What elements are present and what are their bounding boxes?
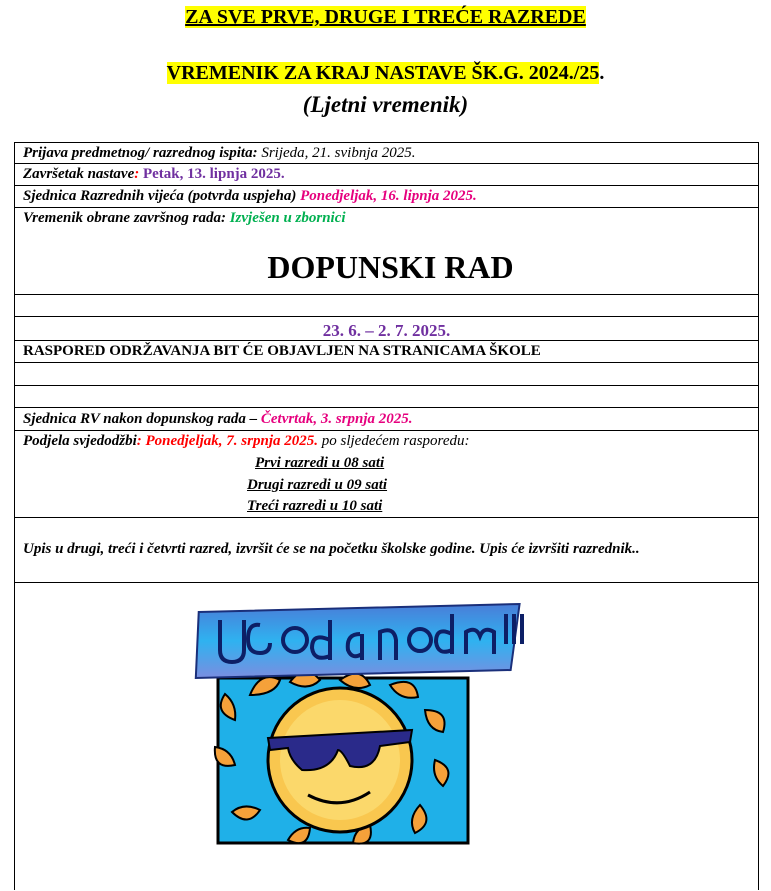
upis-note: Upis u drugi, treći i četvrti razred, izvršit će se na početku školske godine. Upis će izvršiti razrednik..: [15, 518, 758, 583]
row-podjela: Podjela svjedodžbi: Ponedjeljak, 7. srpnja 2025. po sljedećem rasporedu: Prvi razredi u 08 sati Drugi razredi u 09 sati Treći razredi u 10 sati: [15, 431, 758, 518]
raspored-note: RASPORED ODRŽAVANJA BIT ĆE OBJAVLJEN NA STRANICAMA ŠKOLE: [15, 341, 758, 363]
dopunski-title: DOPUNSKI RAD: [267, 249, 514, 285]
schedule-item-2: Drugi razredi u 09 sati: [247, 477, 388, 493]
dopunski-dates: 23. 6. – 2. 7. 2025.: [15, 317, 758, 341]
ugodan-odmor-clipart: [190, 600, 530, 845]
row-obrana-dopunski: Vremenik obrane završnog rada: Izvješen u zbornici DOPUNSKI RAD: [15, 208, 758, 295]
title-line-1: ZA SVE PRVE, DRUGE I TREĆE RAZREDE: [185, 6, 586, 28]
title-line-3: (Ljetni vremenik): [302, 92, 469, 117]
row-sjednica-rv: Sjednica RV nakon dopunskog rada – Četvrtak, 3. srpnja 2025.: [15, 408, 758, 431]
row-sjednica: Sjednica Razrednih vijeća (potvrda uspjeha) Ponedjeljak, 16. lipnja 2025.: [15, 186, 758, 208]
row-empty-2: [15, 363, 758, 386]
sun-with-sunglasses-icon: [215, 671, 468, 843]
row-empty-3: [15, 386, 758, 408]
ugodan-odmor-title-art: [192, 604, 522, 678]
title-line-2: VREMENIK ZA KRAJ NASTAVE ŠK.G. 2024./25.: [166, 62, 605, 84]
row-prijava: Prijava predmetnog/ razrednog ispita: Srijeda, 21. svibnja 2025.: [15, 143, 758, 164]
schedule-item-3: Treći razredi u 10 sati: [247, 498, 383, 514]
row-zavrsetak: Završetak nastave: Petak, 13. lipnja 2025.: [15, 164, 758, 186]
schedule-item-1: Prvi razredi u 08 sati: [255, 455, 385, 471]
row-empty-1: [15, 295, 758, 317]
